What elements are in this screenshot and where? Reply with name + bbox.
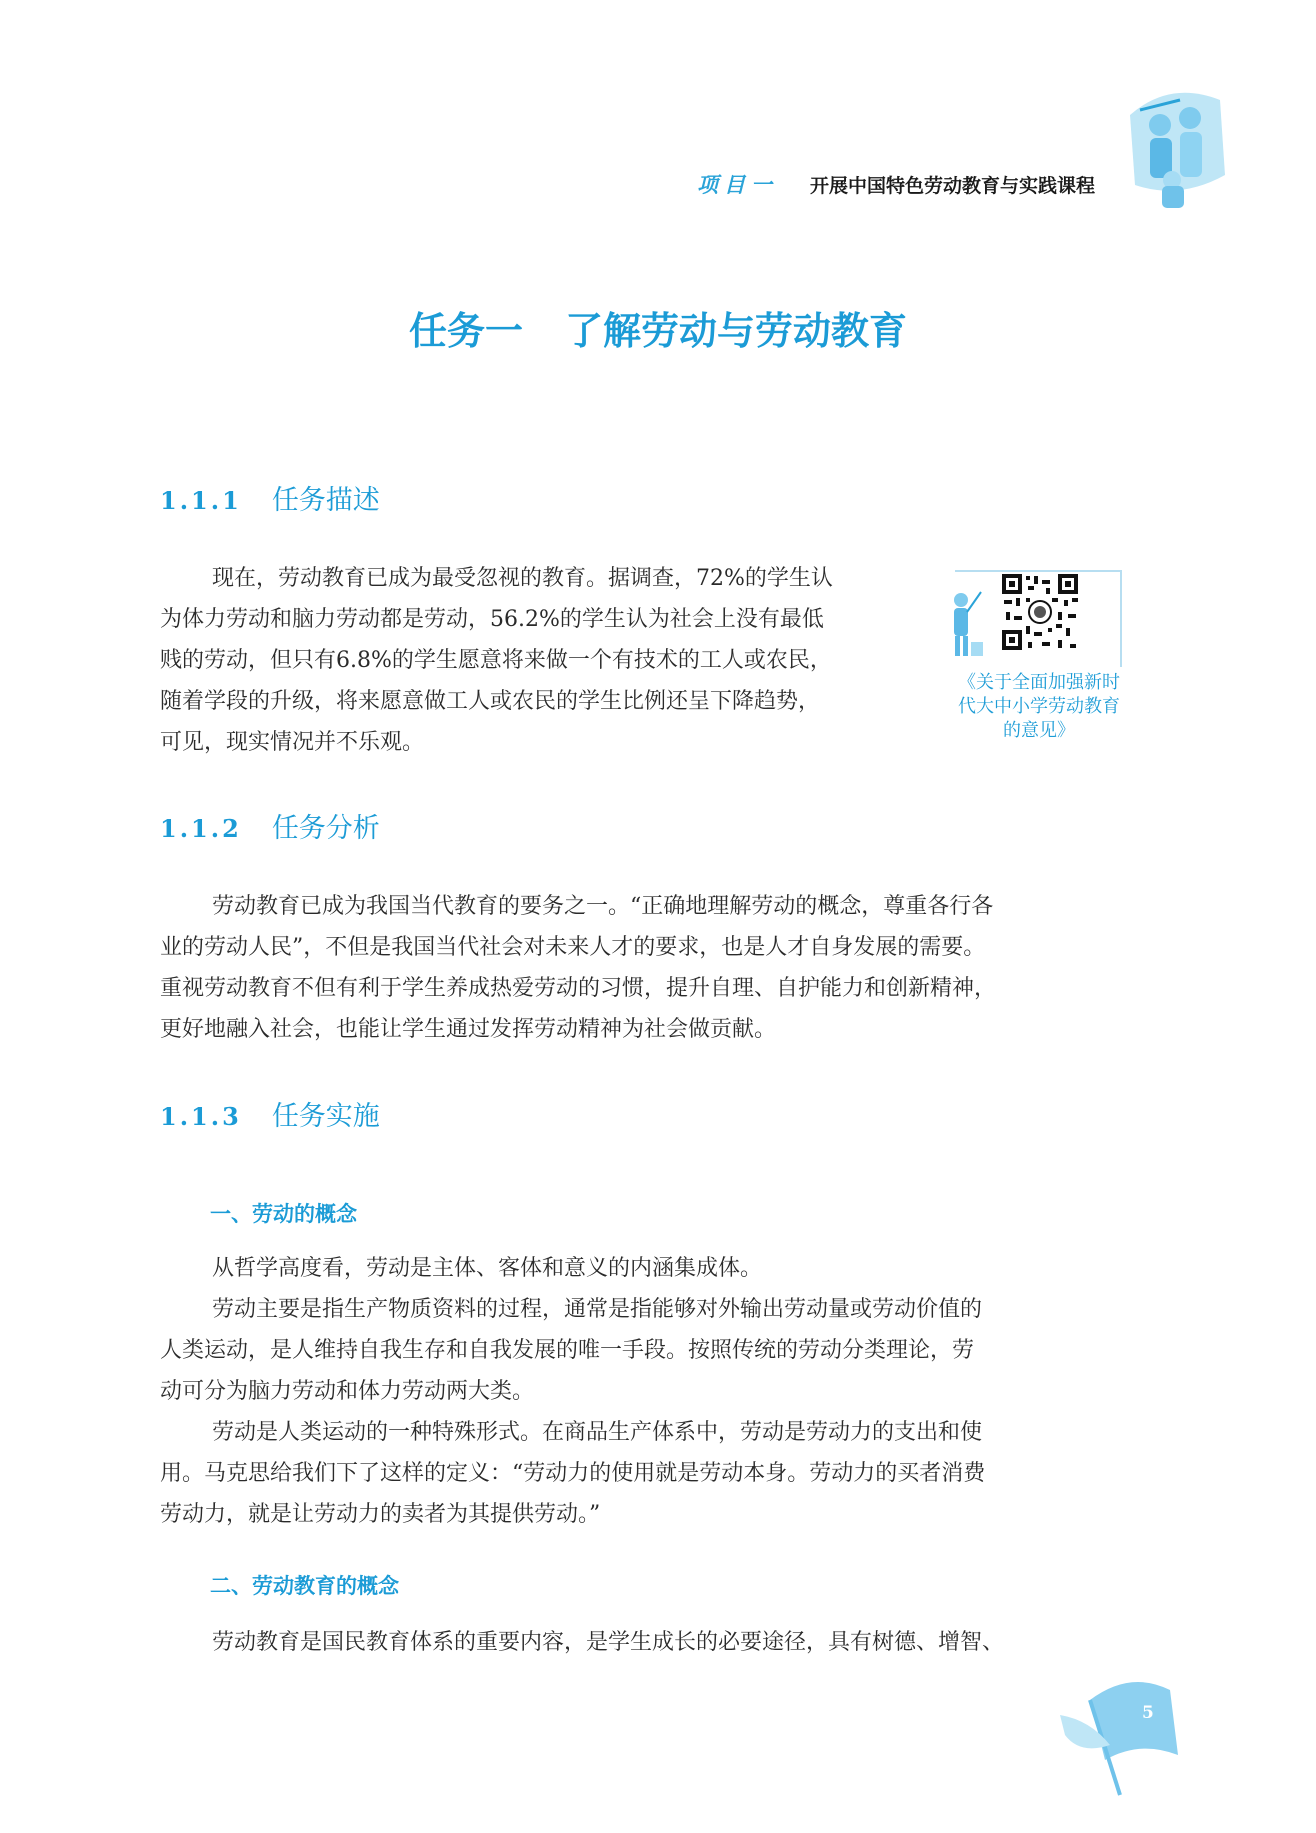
cleaner-figure-icon: [945, 590, 985, 660]
section-number: 1.1.3: [160, 1102, 242, 1131]
qr-caption: 《关于全面加强新时代大中小学劳动教育的意见》: [958, 672, 1120, 741]
section-heading-1-1-3: [160, 1094, 380, 1133]
section-heading-1-1-1: [160, 478, 380, 517]
task-title-text: 了解劳动与劳动教育: [565, 308, 908, 353]
task-label: 任务一: [408, 308, 523, 353]
section-number: 1.1.2: [160, 814, 242, 843]
labor-concept-paragraph-1: 从哲学高度看，劳动是主体、客体和意义的内涵集成体。: [212, 1256, 763, 1281]
labor-concept-paragraph-2: 劳动主要是指生产物质资料的过程，通常是指能够对外输出劳动量或劳动价值的 人类运动，是人维持自我生存和自我发展的唯一手段。按照传统的劳动分类理论，劳 动可分为脑力劳动和体力劳动两大类。: [160, 1297, 983, 1404]
section-title: 任务实施: [271, 1101, 380, 1132]
header-illustration: [1110, 80, 1230, 210]
qr-code-icon[interactable]: [1000, 572, 1080, 652]
labor-concept-paragraph-3: 劳动是人类运动的一种特殊形式。在商品生产体系中，劳动是劳动力的支出和使 用。马克思给我们下了这样的定义：“劳动力的使用就是劳动本身。劳动力的买者消费 劳动力，就是让劳动力的卖者为其提供劳动。”: [160, 1420, 986, 1527]
section-number: 1.1.1: [160, 486, 242, 515]
section-title: 任务描述: [271, 485, 380, 516]
project-title: 开展中国特色劳动教育与实践课程: [810, 175, 1096, 197]
page-flag-icon: [1050, 1660, 1200, 1800]
task-title: [0, 300, 1316, 355]
subsection-heading-labor-education: 二、劳动教育的概念: [210, 1574, 399, 1598]
labor-education-paragraph-1: 劳动教育是国民教育体系的重要内容，是学生成长的必要途径，具有树德、增智、: [212, 1630, 1005, 1655]
task-description-paragraph: 现在，劳动教育已成为最受忽视的教育。据调查，72%的学生认 为体力劳动和脑力劳动都是劳动，56.2%的学生认为社会上没有最低 贱的劳动，但只有6.8%的学生愿意将来做一个有技术的工人或农民， 随着学段的升级，将来愿意做工人或农民的学生比例还呈下降趋势， 可见，现实情况并不乐观。: [160, 566, 833, 755]
task-analysis-paragraph: 劳动教育已成为我国当代教育的要务之一。“正确地理解劳动的概念，尊重各行各 业的劳动人民”，不但是我国当代社会对未来人才的要求，也是人才自身发展的需要。 重视劳动教育不但有利于学生养成热爱劳动的习惯，提升自理、自护能力和创新精神， 更好地融入社会，也能让学生通过发挥劳动精神为社会做贡献。: [160, 894, 997, 1042]
subsection-heading-labor-concept: 一、劳动的概念: [210, 1202, 357, 1226]
section-title: 任务分析: [271, 813, 380, 844]
project-label: 项目一: [697, 173, 778, 197]
section-heading-1-1-2: [160, 806, 380, 845]
page-number: 5: [1142, 1703, 1154, 1723]
